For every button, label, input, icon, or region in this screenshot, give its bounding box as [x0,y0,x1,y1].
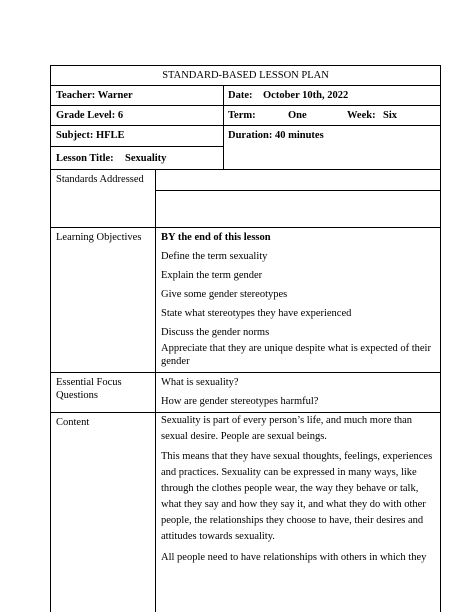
subject-field: Subject: HFLE [56,130,125,141]
teacher-field: Teacher: Warner [56,90,133,101]
date-value: October 10th, 2022 [263,90,349,101]
lesson-title-value: Sexuality [125,153,167,164]
week-value: Six [383,110,398,121]
content-paragraph: This means that they have sexual thoughts, feelings, experiences and practices. Sexuality can be expressed in many ways, like through the clothes people wear, the way they behave or talk, what they say and how they say it, and what they do with other people, the relationships they choose to have, their desires and attitudes towards sexuality. [161,451,433,542]
focus-row [50,372,441,412]
column-divider [223,126,224,169]
objectives-label: Learning Objectives [56,232,142,243]
column-divider [223,106,224,125]
content-paragraph: Sexuality is part of every person’s life, and much more than sexual desire. People are sexual beings. [161,415,413,442]
column-divider [223,86,224,105]
document-title: STANDARD-BASED LESSON PLAN [162,70,329,81]
column-divider [155,413,156,612]
standards-entry-line [155,190,440,191]
content-paragraph: All people need to have relationships with others in which they [161,552,427,563]
standards-row [50,169,441,227]
lesson-title-label: Lesson Title: [56,153,114,164]
content-row [50,412,441,612]
term-value: One [288,110,307,121]
column-divider [155,373,156,412]
column-divider [155,228,156,372]
date-label: Date: [228,90,253,101]
objective-item: Give some gender stereotypes [161,289,288,300]
week-label: Week: [347,110,376,121]
focus-label: Essential Focus Questions [56,377,122,401]
subject-row [50,125,441,169]
grade-row [50,105,441,125]
column-divider [155,170,156,227]
cell-divider [51,146,223,147]
content-label: Content [56,417,90,428]
title-row [50,65,441,85]
objective-item: State what stereotypes they have experienced [161,308,352,319]
grade-field: Grade Level: 6 [56,110,124,121]
objectives-intro: BY the end of this lesson [161,232,271,243]
term-label: Term: [228,110,256,121]
focus-question: What is sexuality? [161,377,239,388]
duration-field: Duration: 40 minutes [228,130,324,141]
objective-item: Explain the term gender [161,270,263,281]
objective-item: Discuss the gender norms [161,327,270,338]
objective-item: Appreciate that they are unique despite what is expected of their gender [161,343,431,367]
objectives-row [50,227,441,372]
standards-label: Standards Addressed [56,174,144,185]
teacher-row [50,85,441,105]
focus-question: How are gender stereotypes harmful? [161,396,319,407]
objective-item: Define the term sexuality [161,251,268,262]
